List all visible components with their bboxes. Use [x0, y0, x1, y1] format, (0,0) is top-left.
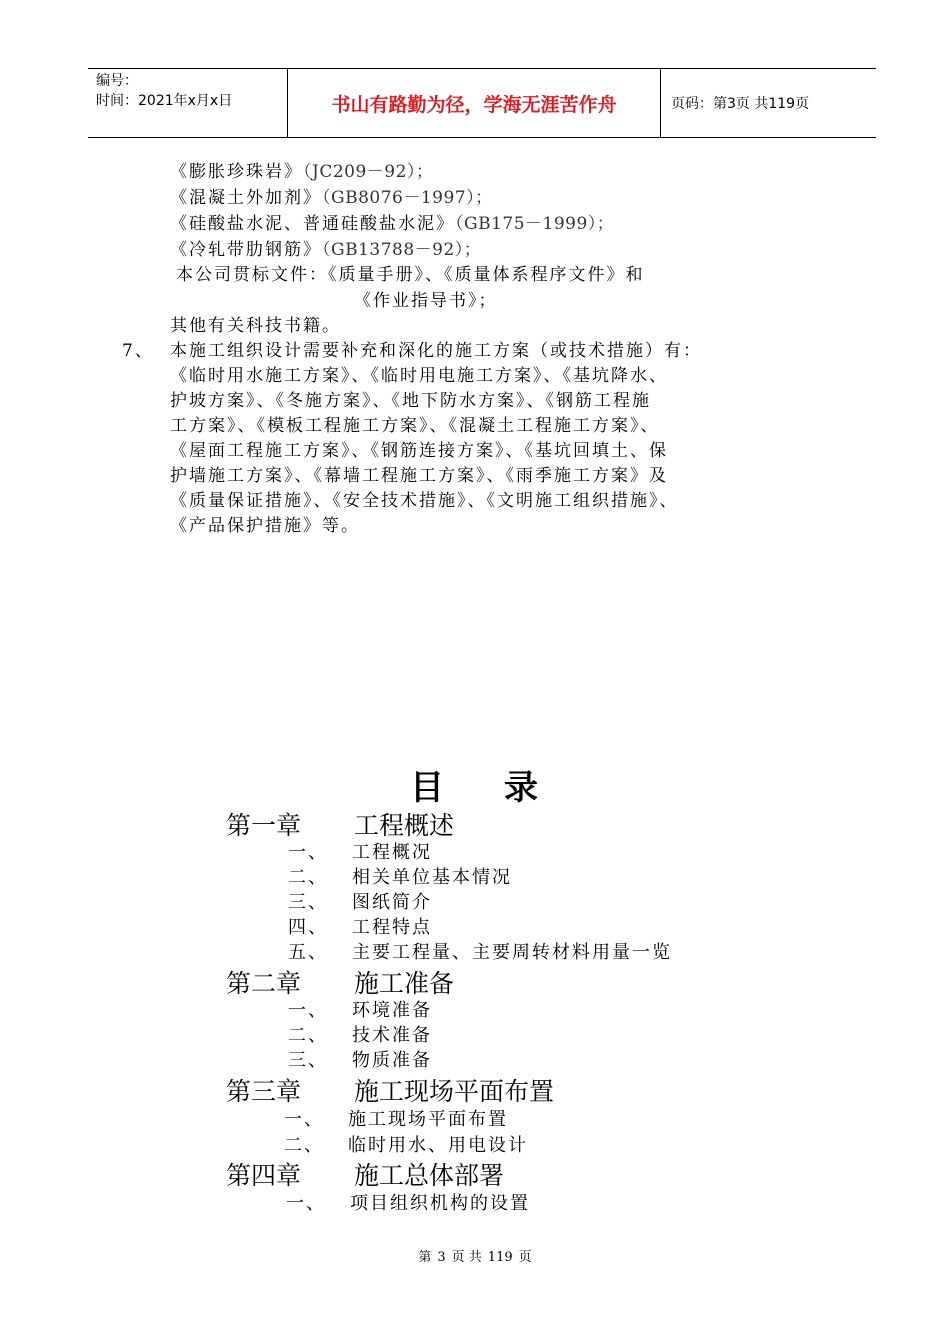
toc-section: 一、 项目组织机构的设置 — [286, 1193, 530, 1214]
toc-section: 三、 物质准备 — [288, 1050, 432, 1071]
item-line: 《临时用水施工方案》、《临时用电施工方案》、《基坑降水、 — [170, 366, 668, 386]
reference-line: 《混凝土外加剂》（GB8076－1997）； — [170, 188, 493, 208]
header-page-number: 页码：第3页 共119页 — [671, 96, 810, 112]
toc-section: 四、 工程特点 — [288, 917, 432, 938]
item-line: 工方案》、《模板工程施工方案》、《混凝土工程施工方案》、 — [170, 416, 660, 436]
footer-total-pages: 119 — [487, 1250, 513, 1265]
item-line: 《产品保护措施》等。 — [170, 516, 360, 536]
page-header — [88, 68, 876, 138]
item-line: 护坡方案》、《冬施方案》、《地下防水方案》、《钢筋工程施 — [170, 391, 651, 411]
item-number: 7、 — [122, 341, 154, 361]
toc-section: 三、 图纸简介 — [288, 892, 432, 913]
item-line: 本施工组织设计需要补充和深化的施工方案（或技术措施）有： — [170, 341, 702, 361]
document-number: 编号： — [96, 73, 138, 89]
reference-line: 《硅酸盐水泥、普通硅酸盐水泥》（GB175－1999）； — [170, 214, 615, 234]
reference-line: 《膨胀珍珠岩》（JC209－92）； — [170, 162, 434, 182]
item-line: 《质量保证措施》、《安全技术措施》、《文明施工组织措施》、 — [170, 491, 679, 511]
toc-section: 一、 环境准备 — [288, 1000, 432, 1021]
other-books-line: 其他有关科技书籍。 — [170, 316, 341, 336]
toc-section: 五、 主要工程量、主要周转材料用量一览 — [288, 942, 672, 963]
header-motto: 书山有路勤为径，学海无涯苦作舟 — [288, 69, 661, 137]
document-time: 时间：2021年x月x日 — [96, 93, 233, 109]
toc-section: 二、 技术准备 — [288, 1025, 432, 1046]
toc-section: 二、 相关单位基本情况 — [288, 867, 512, 888]
company-files-line: 本公司贯标文件：《质量手册》、《质量体系程序文件》和 — [176, 265, 645, 285]
item-line: 《屋面工程施工方案》、《钢筋连接方案》、《基坑回填土、保 — [170, 441, 668, 461]
toc-chapter: 第二章 施工准备 — [226, 969, 455, 998]
toc-chapter: 第四章 施工总体部署 — [226, 1161, 505, 1190]
toc-section: 一、 施工现场平面布置 — [284, 1109, 508, 1130]
toc-chapter: 第三章 施工现场平面布置 — [226, 1077, 555, 1106]
toc-section: 一、 工程概况 — [288, 842, 432, 863]
footer-page-number: 3 — [437, 1250, 446, 1265]
item-line: 护墙施工方案》、《幕墙工程施工方案》、《雨季施工方案》及 — [170, 466, 668, 486]
company-files-line: 《作业指导书》； — [354, 291, 498, 311]
toc-title: 目录 — [410, 768, 598, 808]
toc-section: 二、 临时用水、用电设计 — [284, 1135, 528, 1156]
reference-line: 《冷轧带肋钢筋》（GB13788－92）； — [170, 240, 482, 260]
page-footer: 第 3 页 共 119 页 — [418, 1250, 532, 1265]
header-meta — [88, 69, 288, 137]
toc-chapter: 第一章 工程概述 — [226, 811, 455, 840]
